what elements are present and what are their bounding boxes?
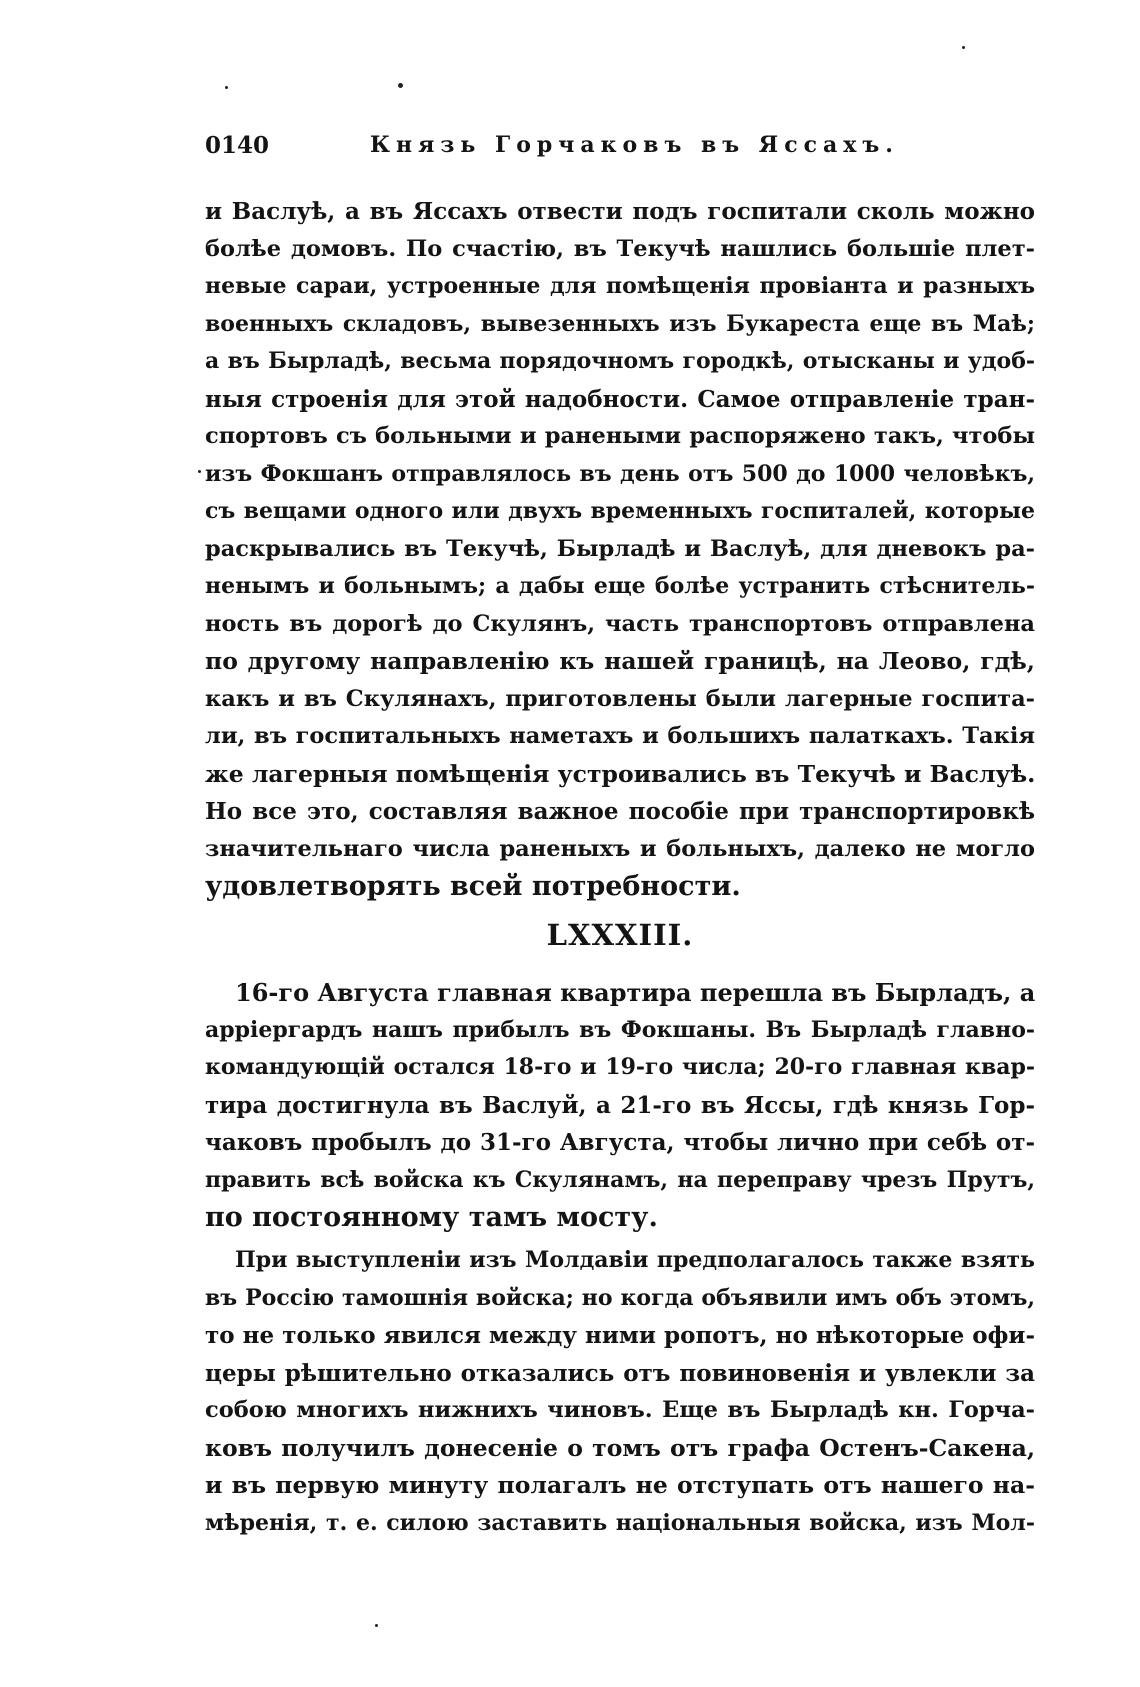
text-line: значительнаго числа раненыхъ и больныхъ, далеко не могло <box>205 835 1035 862</box>
text-line: военныхъ складовъ, вывезенныхъ изъ Букареста еще въ Маѣ; <box>205 310 1035 337</box>
text-line: а въ Бырладѣ, весьма порядочномъ городкѣ, отысканы и удоб- <box>205 348 1035 374</box>
page-header <box>205 132 1035 172</box>
text-line: то не только явился между ними ропотъ, но нѣкоторые офи- <box>205 1322 1035 1349</box>
print-speck <box>225 86 228 89</box>
print-speck <box>198 470 201 473</box>
text-line: съ вещами одного или двухъ временныхъ госпиталей, которые <box>205 498 1035 524</box>
text-line: въ Россію тамошнія войска; но когда объявили имъ объ этомъ, <box>205 1284 1035 1311</box>
running-title: Князь Горчаковъ въ Яссахъ. <box>370 132 899 158</box>
text-line: мѣренія, т. е. силою заставить національныя войска, изъ Мол- <box>205 1509 1035 1536</box>
text-line: какъ и въ Скулянахъ, приготовлены были лагерные госпита- <box>205 685 1035 712</box>
text-line: изъ Фокшанъ отправлялось въ день отъ 500 до 1000 человѣкъ, <box>205 460 1035 487</box>
text-line: 16-го Августа главная квартира перешла въ Бырладъ, а <box>235 978 1035 1007</box>
text-line: по постоянному тамъ мосту. <box>205 1202 658 1233</box>
text-line: и Васлуѣ, а въ Яссахъ отвести подъ госпитали сколь можно <box>205 198 1035 225</box>
paragraph-2 <box>205 974 1035 1237</box>
text-line: ныя строенія для этой надобности. Самое отправленіе тран- <box>205 385 1035 413</box>
section-heading: LXXXIII. <box>546 918 694 952</box>
text-line: удовлетворять всей потребности. <box>205 871 741 902</box>
text-line: собою многихъ нижнихъ чиновъ. Еще въ Бырладѣ кн. Горча- <box>205 1397 1035 1423</box>
text-line: спортовъ съ больными и ранеными распоряжено такъ, чтобы <box>205 423 1035 449</box>
text-line: чаковъ пробылъ до 31-го Августа, чтобы лично при себѣ от- <box>205 1129 1035 1156</box>
paragraph-1 <box>205 193 1035 906</box>
paragraph-3 <box>205 1242 1035 1542</box>
print-speck <box>375 1624 378 1627</box>
text-line: При выступленіи изъ Молдавіи предполагалось также взять <box>235 1247 1035 1273</box>
text-line: арріергардъ нашъ прибылъ въ Фокшаны. Въ Бырладѣ главно- <box>205 1016 1035 1043</box>
text-line: ковъ получилъ донесеніе о томъ отъ графа Остенъ-Сакена, <box>205 1433 1035 1462</box>
text-line: раскрывались въ Текучѣ, Бырладѣ и Васлуѣ, для дневокъ ра- <box>205 535 1035 562</box>
text-line: болѣе домовъ. По счастію, въ Текучѣ нашлись большіе плет- <box>205 235 1035 262</box>
text-line: тира достигнула въ Васлуй, а 21-го въ Яссы, гдѣ князь Гор- <box>205 1091 1035 1119</box>
text-line: по другому направленію къ нашей границѣ, на Леово, гдѣ, <box>205 647 1035 675</box>
page-number: 0140 <box>205 132 270 159</box>
text-line: ность въ дорогѣ до Скулянъ, часть транспортовъ отправлена <box>205 610 1035 637</box>
text-line: Но все это, составляя важное пособіе при транспортировкѣ <box>205 798 1035 825</box>
text-line: невые сараи, устроенные для помѣщенія провіанта и разныхъ <box>205 273 1035 299</box>
text-line: ли, въ госпитальныхъ наметахъ и большихъ палаткахъ. Такія <box>205 723 1035 749</box>
print-speck <box>962 46 965 49</box>
print-speck <box>398 83 403 88</box>
text-line: командующій остался 18-го и 19-го числа; 20-го главная квар- <box>205 1054 1035 1080</box>
text-line: и въ первую минуту полагалъ не отступать отъ нашего на- <box>205 1471 1035 1499</box>
text-line: же лагерныя помѣщенія устроивались въ Текучѣ и Васлуѣ. <box>205 759 1035 788</box>
text-line: ненымъ и больнымъ; а дабы еще болѣе устранить стѣснитель- <box>205 573 1035 599</box>
text-line: церы рѣшительно отказались отъ повиновенія и увлекли за <box>205 1359 1035 1387</box>
text-line: править всѣ войска къ Скулянамъ, на переправу чрезъ Прутъ, <box>205 1166 1035 1193</box>
